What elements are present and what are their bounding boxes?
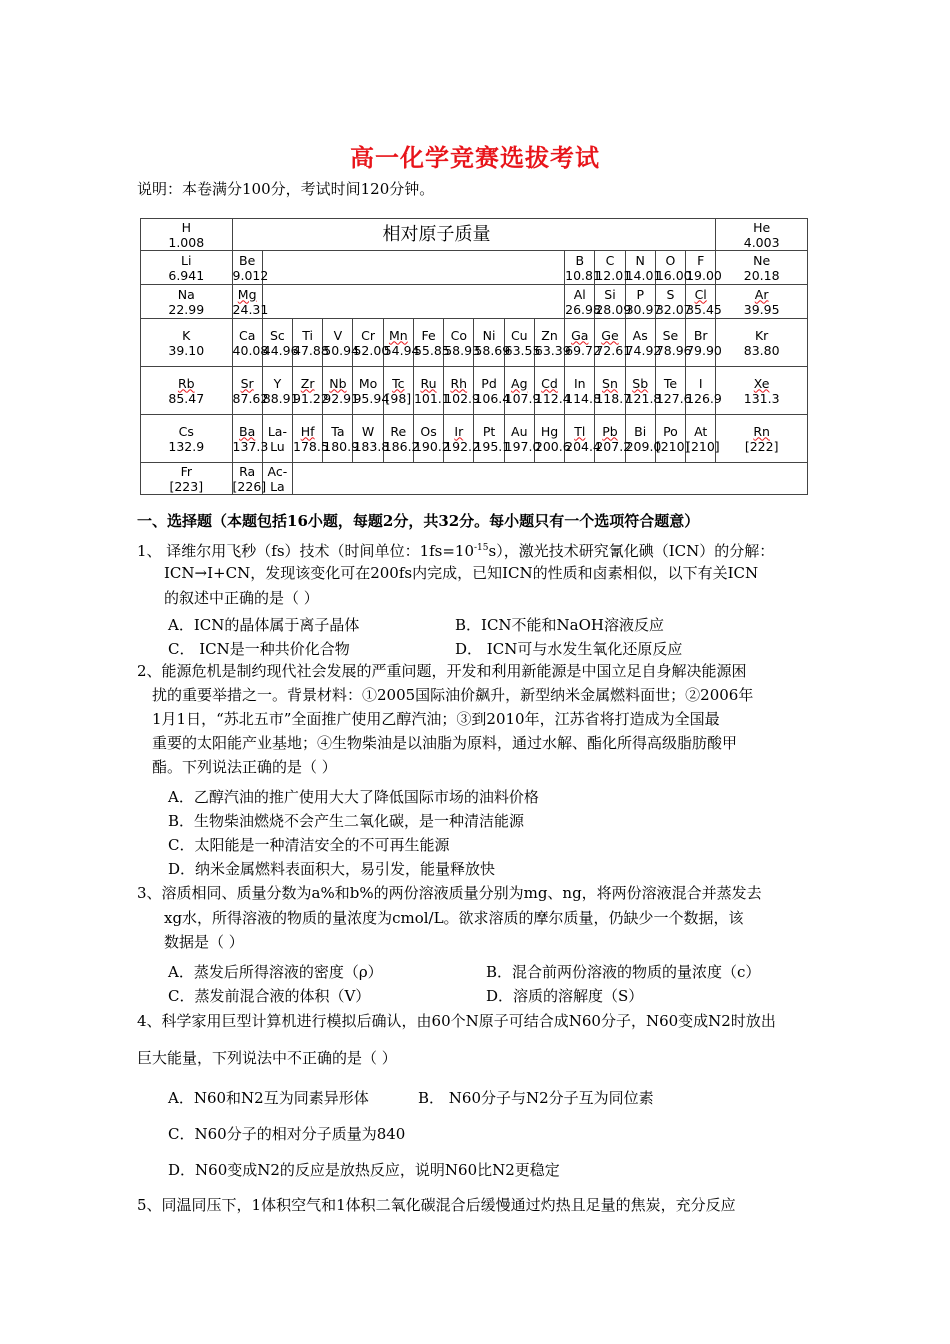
element-mass: 20.18 [743, 267, 780, 283]
element-mass: [98] [385, 390, 412, 406]
element-cell [444, 319, 480, 367]
element-cell [141, 219, 233, 251]
question-1-stem: 1、 译维尔用飞秒（fs）技术（时间单位：$1fs=10^{-15}s$），激光技术研究氰化碘（ICN）的分解： [137, 542, 775, 560]
element-cell [625, 367, 662, 415]
element-mass: 88.91 [262, 390, 299, 406]
element-cell [625, 415, 662, 463]
element-mass: 101.1 [413, 390, 450, 406]
element-symbol: S [666, 286, 675, 302]
element-mass: 91.22 [293, 390, 329, 406]
element-symbol: In [573, 375, 586, 391]
question-2-line4: 重要的太阳能产业基地；④生物柴油是以油脂为原料，通过水解、酯化所得高级脂肪酸甲 [152, 734, 738, 752]
element-cell [655, 367, 692, 415]
element-cell [625, 251, 662, 285]
element-mass: 22.99 [168, 301, 205, 317]
element-mass: [222] [744, 438, 779, 454]
element-symbol: Se [662, 327, 679, 343]
element-cell [413, 319, 450, 367]
element-symbol: F [697, 252, 705, 268]
element-mass: 10.81 [565, 267, 601, 283]
element-symbol: Ba [239, 423, 256, 439]
element-symbol: W [361, 423, 375, 439]
element-cell [323, 319, 360, 367]
element-cell [293, 415, 329, 463]
element-symbol: Hf [300, 423, 315, 439]
element-mass: 200.6 [534, 438, 571, 454]
element-mass: 74.92 [625, 342, 662, 358]
element-mass: 112.4 [534, 390, 571, 406]
table-gap [293, 463, 808, 495]
element-symbol: Fe [421, 327, 436, 343]
section-heading: 一、选择题（本题包括16小题，每题2分，共32分。每小题只有一个选项符合题意） [137, 512, 700, 530]
element-cell [474, 319, 511, 367]
q4-option-d: D．N60变成N2的反应是放热反应，说明N60比N2更稳定 [168, 1161, 560, 1179]
table-gap [262, 251, 564, 285]
element-mass: 32.07 [655, 301, 692, 317]
element-symbol: Sn [602, 375, 618, 391]
element-mass: 118.7 [595, 390, 632, 406]
element-mass: 50.94 [323, 342, 360, 358]
element-mass: 132.9 [168, 438, 205, 454]
element-symbol: Ac-La [267, 463, 288, 494]
element-cell [565, 285, 601, 319]
question-1-line3: 的叙述中正确的是（ ） [164, 589, 319, 607]
element-mass: 197.0 [504, 438, 541, 454]
element-symbol: La-Lu [267, 423, 287, 454]
element-symbol: Ag [511, 375, 528, 391]
element-symbol: Po [663, 423, 678, 439]
element-cell [686, 251, 722, 285]
element-cell [655, 415, 690, 463]
element-symbol: Y [273, 375, 282, 391]
element-mass: 186.2 [383, 438, 420, 454]
q4-option-c: C．N60分子的相对分子质量为840 [168, 1125, 406, 1143]
element-mass: 131.3 [743, 390, 780, 406]
element-symbol: P [636, 286, 644, 302]
element-symbol: Al [573, 286, 586, 302]
element-symbol: Pb [602, 423, 618, 439]
element-mass: 16.00 [655, 267, 692, 283]
element-cell [565, 415, 601, 463]
element-mass: 1.008 [168, 234, 205, 250]
element-cell [565, 319, 601, 367]
element-symbol: Cr [361, 327, 376, 343]
q2-option-a: A．乙醇汽油的推广使用大大了降低国际市场的油料价格 [168, 788, 539, 806]
element-cell [293, 367, 329, 415]
element-mass: 14.01 [625, 267, 662, 283]
element-mass: 106.4 [474, 390, 511, 406]
element-cell [565, 367, 601, 415]
question-3-line2: xg水，所得溶液的物质的量浓度为cmol/L。欲求溶质的摩尔质量，仍缺少一个数据，该 [164, 909, 744, 927]
question-3-line3: 数据是（ ） [164, 933, 244, 951]
element-cell [655, 285, 692, 319]
element-cell [353, 415, 390, 463]
element-cell [655, 319, 692, 367]
element-cell [262, 367, 299, 415]
element-cell [232, 319, 269, 367]
element-cell [353, 319, 390, 367]
element-cell [141, 319, 233, 367]
element-cell [474, 415, 511, 463]
q2-option-c: C．太阳能是一种清洁安全的不可再生能源 [168, 836, 450, 854]
element-mass: 204.4 [565, 438, 601, 454]
element-symbol: As [632, 327, 648, 343]
element-mass: 107.9 [504, 390, 541, 406]
periodic-table [140, 218, 808, 495]
element-mass: 137.3 [232, 438, 269, 454]
q1-option-c: C． ICN是一种共价化合物 [168, 640, 350, 658]
question-2-line1: 2、能源危机是制约现代社会发展的严重问题，开发和利用新能源是中国立足自身解决能源困 [137, 662, 747, 680]
element-cell [534, 367, 571, 415]
element-mass: 6.941 [168, 267, 205, 283]
element-symbol: Xe [753, 375, 770, 391]
question-2-line3: 1月1日，“苏北五市”全面推广使用乙醇汽油；③到2010年，江苏省将打造成为全国最 [152, 710, 720, 728]
element-cell [716, 219, 808, 251]
element-symbol: Zr [300, 375, 315, 391]
question-2-line2: 扰的重要举措之一。背景材料：①2005国际油价飙升，新型纳米金属燃料面世；②2006年 [152, 686, 754, 704]
element-mass: 12.01 [595, 267, 632, 283]
element-symbol: B [575, 252, 585, 268]
question-2-line5: 酯。下列说法正确的是（ ） [152, 758, 337, 776]
element-mass: 192.2 [444, 438, 480, 454]
element-mass: 9.012 [232, 267, 269, 283]
element-mass: 63.39 [534, 342, 571, 358]
question-4-line2: 巨大能量，下列说法中不正确的是（ ） [137, 1049, 397, 1067]
element-symbol: Rb [177, 375, 195, 391]
element-mass: 52.00 [353, 342, 390, 358]
element-symbol: Cl [694, 286, 707, 302]
element-symbol: Ge [601, 327, 619, 343]
element-cell [686, 367, 722, 415]
table-gap [262, 285, 564, 319]
element-symbol: K [182, 327, 191, 343]
element-symbol: Tc [392, 375, 405, 391]
element-symbol: Ne [753, 252, 771, 268]
element-mass: 44.96 [262, 342, 299, 358]
element-mass: 180.9 [323, 438, 360, 454]
element-symbol: Mo [358, 375, 378, 391]
element-mass: 85.47 [168, 390, 205, 406]
exam-note: 说明：本卷满分100分，考试时间120分钟。 [137, 180, 435, 198]
element-cell [141, 251, 233, 285]
element-cell [565, 251, 601, 285]
element-cell [595, 251, 632, 285]
element-mass: 26.98 [565, 301, 601, 317]
q3-option-b: B．混合前两份溶液的物质的量浓度（c） [486, 963, 761, 981]
element-symbol: He [753, 219, 771, 235]
element-cell [716, 251, 808, 285]
element-symbol: Re [390, 423, 407, 439]
element-cell [534, 415, 571, 463]
element-symbol: Ca [238, 327, 256, 343]
element-mass: 69.72 [565, 342, 601, 358]
element-symbol: Pt [482, 423, 496, 439]
element-cell [141, 463, 233, 495]
element-mass: [226] [232, 478, 267, 494]
element-cell [504, 367, 541, 415]
q1-option-d: D． ICN可与水发生氧化还原反应 [455, 640, 683, 658]
q3-option-c: C．蒸发前混合液的体积（V） [168, 987, 371, 1005]
q2-option-b: B．生物柴油燃烧不会产生二氧化碳，是一种清洁能源 [168, 812, 525, 830]
element-symbol: V [333, 327, 343, 343]
element-symbol: Sb [632, 375, 649, 391]
element-mass: 121.8 [625, 390, 662, 406]
element-symbol: Te [663, 375, 678, 391]
element-cell [534, 319, 571, 367]
page-title: 高一化学竞赛选拔考试 [350, 143, 600, 172]
element-cell [686, 415, 720, 463]
element-cell [716, 367, 808, 415]
q1-option-a: A．ICN的晶体属于离子晶体 [168, 616, 360, 634]
table-heading: 相对原子质量 [382, 224, 491, 245]
element-symbol: Cu [510, 327, 528, 343]
element-symbol: Br [693, 327, 708, 343]
element-cell [232, 367, 269, 415]
element-mass: 92.91 [323, 390, 360, 406]
element-cell [383, 319, 420, 367]
element-symbol: Sc [269, 327, 285, 343]
element-symbol: Na [177, 286, 195, 302]
element-mass: 58.93 [444, 342, 480, 358]
element-symbol: Mn [388, 327, 408, 343]
element-symbol: Os [420, 423, 437, 439]
element-cell [262, 463, 292, 495]
element-symbol: Au [511, 423, 528, 439]
element-cell [232, 415, 269, 463]
element-cell [625, 285, 662, 319]
element-symbol: Si [604, 286, 616, 302]
element-symbol: Bi [634, 423, 647, 439]
element-mass: 79.90 [686, 342, 722, 358]
element-mass: 83.80 [743, 342, 780, 358]
element-cell [625, 319, 662, 367]
element-cell [716, 285, 808, 319]
element-symbol: Sr [240, 375, 254, 391]
element-mass: 39.95 [743, 301, 780, 317]
element-mass: 102.9 [444, 390, 480, 406]
element-mass: 209.0 [625, 438, 662, 454]
element-symbol: Ar [754, 286, 769, 302]
element-cell [686, 285, 722, 319]
element-cell [353, 367, 390, 415]
element-cell [141, 367, 233, 415]
question-3-line1: 3、溶质相同、质量分数为a%和b%的两份溶液质量分别为mg、ng，将两份溶液混合并蒸发去 [137, 884, 762, 902]
element-cell [383, 415, 420, 463]
element-symbol: Tl [574, 423, 586, 439]
element-cell [232, 285, 269, 319]
element-symbol: O [665, 252, 676, 268]
element-mass: 19.00 [686, 267, 722, 283]
element-symbol: Ti [302, 327, 313, 343]
element-mass: 178.5 [293, 438, 329, 454]
element-symbol: Zn [541, 327, 558, 343]
q2-option-d: D．纳米金属燃料表面积大，易引发，能量释放快 [168, 860, 496, 878]
element-symbol: Rh [450, 375, 468, 391]
element-cell [504, 415, 541, 463]
element-symbol: N [635, 252, 645, 268]
q4-option-a: A．N60和N2互为同素异形体 [168, 1089, 369, 1107]
element-symbol: Fr [180, 463, 192, 479]
question-5-line1: 5、同温同压下，1体积空气和1体积二氧化碳混合后缓慢通过灼热且足量的焦炭，充分反应 [137, 1196, 736, 1214]
element-cell [262, 319, 299, 367]
element-symbol: Cd [541, 375, 558, 391]
element-cell [595, 367, 632, 415]
element-cell [232, 463, 267, 495]
element-cell [655, 251, 692, 285]
element-cell [232, 251, 269, 285]
element-cell [413, 415, 450, 463]
element-symbol: Kr [754, 327, 769, 343]
element-mass: 127.6 [655, 390, 692, 406]
element-mass: 39.10 [168, 342, 205, 358]
element-cell [141, 415, 233, 463]
element-symbol: Ir [454, 423, 464, 439]
element-cell [595, 319, 632, 367]
element-mass: 4.003 [743, 234, 780, 250]
element-mass: 28.09 [595, 301, 632, 317]
element-symbol: Ga [571, 327, 589, 343]
element-mass: 55.85 [413, 342, 450, 358]
element-mass: 24.31 [232, 301, 269, 317]
element-symbol: Mg [237, 286, 257, 302]
element-symbol: Li [181, 252, 192, 268]
element-symbol: Pd [481, 375, 497, 391]
element-cell [686, 319, 722, 367]
element-mass: 87.62 [232, 390, 269, 406]
element-symbol: Ru [420, 375, 437, 391]
element-cell [444, 367, 480, 415]
element-cell [716, 415, 808, 463]
element-symbol: Ni [482, 327, 496, 343]
element-symbol: Co [450, 327, 467, 343]
element-mass: 54.94 [383, 342, 420, 358]
element-symbol: Cs [178, 423, 194, 439]
element-cell [323, 367, 360, 415]
element-symbol: C [605, 252, 615, 268]
element-cell [716, 319, 808, 367]
element-mass: 126.9 [686, 390, 722, 406]
element-mass: 95.94 [353, 390, 390, 406]
element-mass: 72.61 [595, 342, 632, 358]
element-cell [504, 319, 541, 367]
element-mass: 183.8 [353, 438, 390, 454]
element-mass: 30.97 [625, 301, 662, 317]
element-mass: 114.8 [565, 390, 601, 406]
element-cell [595, 415, 632, 463]
element-mass: [223] [169, 478, 204, 494]
element-mass: 40.08 [232, 342, 269, 358]
element-symbol: Nb [329, 375, 347, 391]
element-cell [444, 415, 480, 463]
element-symbol: I [698, 375, 703, 391]
table-gap [232, 219, 716, 251]
element-mass: [210] [655, 438, 690, 454]
q3-option-a: A．蒸发后所得溶液的密度（ρ） [168, 963, 383, 981]
element-symbol: Rn [753, 423, 770, 439]
element-cell [383, 367, 413, 415]
element-symbol: Ra [239, 463, 256, 479]
element-cell [323, 415, 360, 463]
element-mass: [210] [686, 438, 720, 454]
element-cell [595, 285, 632, 319]
element-mass: 78.96 [655, 342, 692, 358]
element-symbol: Be [239, 252, 256, 268]
element-cell [293, 319, 329, 367]
element-cell [413, 367, 450, 415]
element-cell [474, 367, 511, 415]
element-symbol: H [181, 219, 191, 235]
q4-option-b: B． N60分子与N2分子互为同位素 [418, 1089, 654, 1107]
element-mass: 35.45 [686, 301, 722, 317]
element-mass: 63.55 [504, 342, 541, 358]
element-mass: 190.2 [413, 438, 450, 454]
element-mass: 207.2 [595, 438, 632, 454]
q3-option-d: D．溶质的溶解度（S） [486, 987, 644, 1005]
element-symbol: Ta [331, 423, 345, 439]
element-mass: 58.69 [474, 342, 511, 358]
q1-option-b: B．ICN不能和NaOH溶液反应 [455, 616, 664, 634]
element-symbol: Hg [540, 423, 559, 439]
question-1-line2: ICN→I+CN，发现该变化可在200fs内完成，已知ICN的性质和卤素相似，以下有关ICN [164, 564, 759, 582]
element-mass: 195.1 [474, 438, 511, 454]
element-mass: 47.88 [293, 342, 329, 358]
question-4-line1: 4、科学家用巨型计算机进行模拟后确认，由60个N原子可结合成N60分子，N60变成N2时放出 [137, 1012, 776, 1030]
element-cell [141, 285, 233, 319]
element-symbol: At [694, 423, 708, 439]
